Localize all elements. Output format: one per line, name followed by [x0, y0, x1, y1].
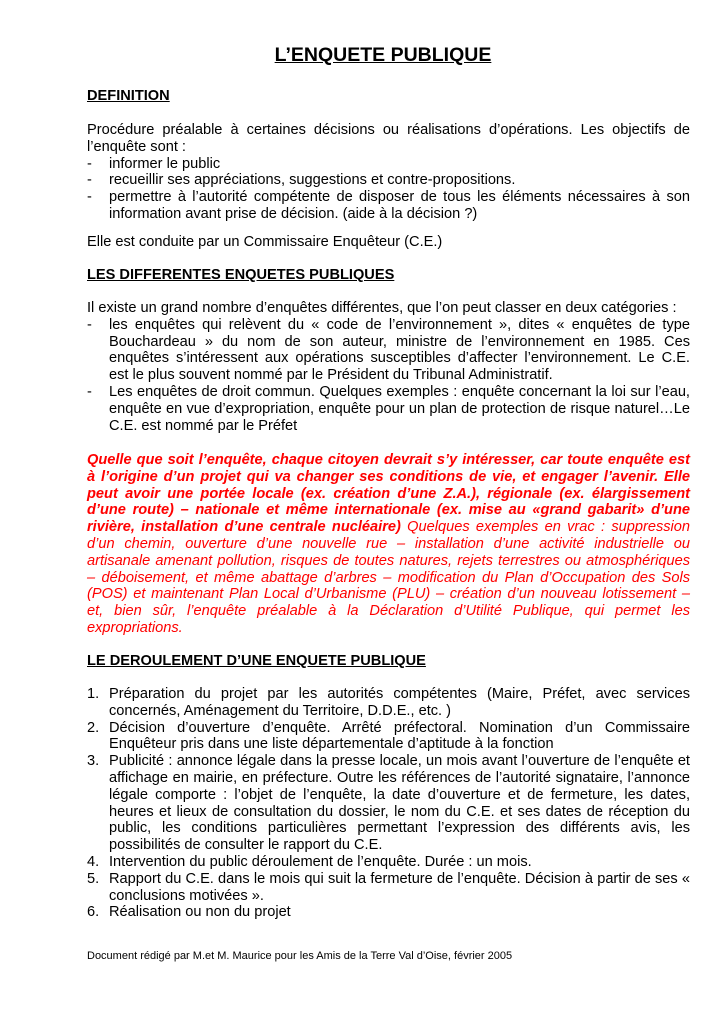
- section-heading-types: LES DIFFERENTES ENQUETES PUBLIQUES: [87, 267, 395, 283]
- step-number: 6.: [87, 904, 100, 921]
- step-text: Réalisation ou non du projet: [109, 904, 291, 921]
- step-number: 1.: [87, 686, 100, 702]
- list-item-text: les enquêtes qui relèvent du « code de l’environnement », dites « enquêtes de type Bouchardeau » du nom de son auteur, ministre de l’environnement en 1985. Ces enquêtes s’intéressent aux opérations susceptibles d’affecter l’environnement. Le C.E. est le plus souvent nommé par le Président du Tribunal Administratif.: [109, 316, 690, 384]
- step-number: 3.: [87, 753, 100, 770]
- step-text: Décision d’ouverture d’enquête. Arrêté préfectoral. Nomination d’un Commissaire Enquêteur pris dans une liste départementale d’aptitude à la fonction: [109, 719, 690, 753]
- bullet: -: [87, 189, 92, 206]
- list-item: [87, 156, 690, 173]
- page-title: L’ENQUETE PUBLIQUE: [274, 44, 492, 66]
- definition-intro: Procédure préalable à certaines décisions ou réalisations d’opérations. Les objectifs de l’enquête sont :: [87, 122, 690, 155]
- bullet: -: [87, 155, 92, 172]
- process-steps-list: [87, 686, 690, 921]
- section-heading-process: LE DEROULEMENT D’UNE ENQUETE PUBLIQUE: [87, 653, 426, 669]
- process-section: [87, 686, 690, 921]
- highlight-bold-text: Quelle que soit l’enquête, chaque citoyen devrait s’y intéresser, car toute enquête est à l’origine d’un projet qui va changer ses conditions de vie, et engager l’avenir. Elle peut avoir une portée locale (ex. création d’une Z.A.), régionale (ex. élargissement d’une route) – nationale et même internationale (ex. mise au «grand gabarit» d’une rivière, installation d’une centrale nucléaire): [87, 452, 690, 536]
- list-item: [87, 172, 690, 189]
- step-text: Intervention du public déroulement de l’enquête. Durée : un mois.: [109, 853, 532, 870]
- step-text: Publicité : annonce légale dans la presse locale, un mois avant l’ouverture de l’enquête et affichage en mairie, en préfecture. Outre les références de l’autorité signataire, l’annonce légale comporte : l’objet de l’enquête, la date d’ouverture et de fermeture, les dates, heures et lieux de consultation du dossier, le nom du C.E. et ses dates de réception du public, les conditions particulières permettant l’expression des différents avis, les possibilités de consulter le rapport du C.E.: [109, 753, 690, 854]
- footer-note: Document rédigé par M.et M. Maurice pour les Amis de la Terre Val d’Oise, février 2005: [87, 950, 513, 962]
- types-intro: Il existe un grand nombre d’enquêtes différentes, que l’on peut classer en deux catégories :: [87, 300, 677, 316]
- list-item-text: informer le public: [109, 155, 221, 172]
- highlight-italic-text: Quelques exemples en vrac : suppression d’un chemin, ouverture d’une nouvelle rue – installation d’une activité industrielle ou artisanale amenant pollution, risques de toutes natures, rejets terrestres ou atmosphériques – déboisement, et même abattage d’arbres – modification du Plan d’Occupation des Sols (POS) et maintenant Plan Local d’Urbanisme (PLU) – création d’un nouveau lotissement – et, bien sûr, l’enquête préalable à la Déclaration d’Utilité Publique, qui permet les expropriations.: [87, 519, 691, 636]
- types-list: [87, 317, 690, 435]
- step-text: Rapport du C.E. dans le mois qui suit la fermeture de l’enquête. Décision à partir de ses « conclusions motivées ».: [109, 870, 690, 904]
- list-item-text: Les enquêtes de droit commun. Quelques exemples : enquête concernant la loi sur l’eau, enquête en vue d’expropriation, enquête pour un plan de protection de risque naturel…Le C.E. est nommé par le Préfet: [109, 383, 690, 434]
- step-item: [87, 753, 690, 854]
- step-number: 5.: [87, 870, 100, 887]
- bullet: -: [87, 383, 92, 400]
- step-item: [87, 686, 690, 720]
- definition-section: [87, 122, 690, 223]
- step-text: Préparation du projet par les autorités compétentes (Maire, Préfet, avec services concernés, Aménagement du Territoire, D.D.E., etc. ): [109, 686, 690, 719]
- objectives-list: [87, 156, 690, 223]
- list-item-text: permettre à l’autorité compétente de disposer de tous les éléments nécessaires à son information avant prise de décision. (aide à la décision ?): [109, 189, 690, 222]
- step-number: 2.: [87, 719, 100, 736]
- step-item: [87, 904, 690, 921]
- list-item-text: recueillir ses appréciations, suggestions et contre-propositions.: [109, 172, 516, 189]
- bullet: -: [87, 316, 92, 333]
- step-item: [87, 871, 690, 905]
- definition-conclusion: Elle est conduite par un Commissaire Enquêteur (C.E.): [87, 234, 443, 250]
- bullet: -: [87, 172, 92, 189]
- step-number: 4.: [87, 853, 100, 870]
- step-item: [87, 854, 690, 871]
- list-item: [87, 189, 690, 223]
- types-section: [87, 300, 690, 434]
- section-heading-definition: DEFINITION: [87, 88, 170, 104]
- list-item: [87, 384, 690, 434]
- list-item: [87, 317, 690, 384]
- step-item: [87, 720, 690, 754]
- highlight-paragraph: [87, 452, 690, 637]
